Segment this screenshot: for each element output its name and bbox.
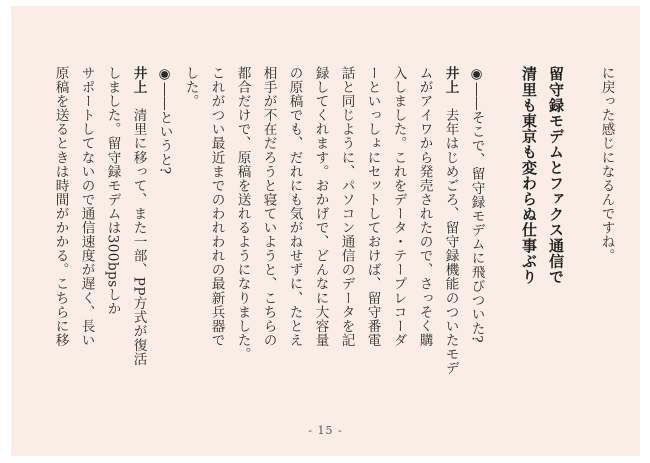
- column-text: ムがアイワから発売されたので、さっそく購: [416, 66, 433, 347]
- column-text: 原稿を送るときは時間がかかる。こちらに移: [52, 66, 69, 347]
- document-page: [11, 6, 640, 456]
- section-heading: [548, 66, 563, 284]
- speaker-name: 井上: [442, 66, 459, 95]
- text-column: [261, 66, 275, 347]
- text-column: [313, 66, 327, 347]
- text-column: [209, 66, 223, 347]
- column-text: ◉――というと?: [156, 66, 173, 175]
- column-text: に戻った感じになるんですね。: [598, 66, 615, 263]
- text-column: [339, 66, 353, 347]
- speaker-name: 井上: [130, 66, 147, 95]
- text-column: [235, 66, 249, 361]
- column-text: 録してくれます。おかげで、どんなに大容量: [312, 66, 329, 347]
- text-column: [157, 66, 171, 174]
- column-text: 都合だけで、原稿を送れるようになりました。: [234, 66, 251, 362]
- column-text: 話と同じように、パソコン通信のデータを記: [338, 66, 355, 347]
- text-column: [443, 66, 457, 375]
- column-text: 清里も東京も変わらぬ仕事ぶり: [520, 66, 538, 285]
- section-heading: [521, 66, 536, 284]
- column-text: ◉――そこで、留守録モデムに飛びついた?: [468, 66, 485, 344]
- text-column: [417, 66, 431, 347]
- column-text: 去年はじめごろ、留守録機能のついたモデ: [442, 108, 459, 376]
- text-column: [53, 66, 67, 347]
- column-text: した。: [182, 66, 199, 109]
- text-column: [131, 66, 145, 366]
- column-text: これがつい最近までのわれわれの最新兵器で: [208, 66, 225, 347]
- column-text: しました。留守録モデムは300bpsしか: [104, 66, 121, 316]
- column-text: の原稿でも、だれにも気がねせずに、たとえ: [286, 66, 303, 347]
- text-column: [79, 66, 93, 347]
- column-text: サポートしてないので通信速度が遅く、長い: [78, 66, 95, 347]
- column-text: 清里に移って、また一部、PP方式が復活: [130, 108, 147, 367]
- text-column: [391, 66, 405, 347]
- text-column: [183, 66, 197, 108]
- column-text: 留守録モデムとファクス通信で: [547, 66, 565, 285]
- page-number: - 15 -: [308, 424, 343, 437]
- column-text: 入しました。これをデータ・テープレコーダ: [390, 66, 407, 347]
- text-column: [599, 66, 613, 263]
- text-column: [105, 66, 119, 316]
- text-column: [365, 66, 379, 347]
- column-text: ーといっしょにセットしておけば、留守番電: [364, 66, 381, 347]
- text-column: [469, 66, 483, 343]
- column-text: 相手が不在だろうと寝ていようと、こちらの: [260, 66, 277, 347]
- text-column: [287, 66, 301, 347]
